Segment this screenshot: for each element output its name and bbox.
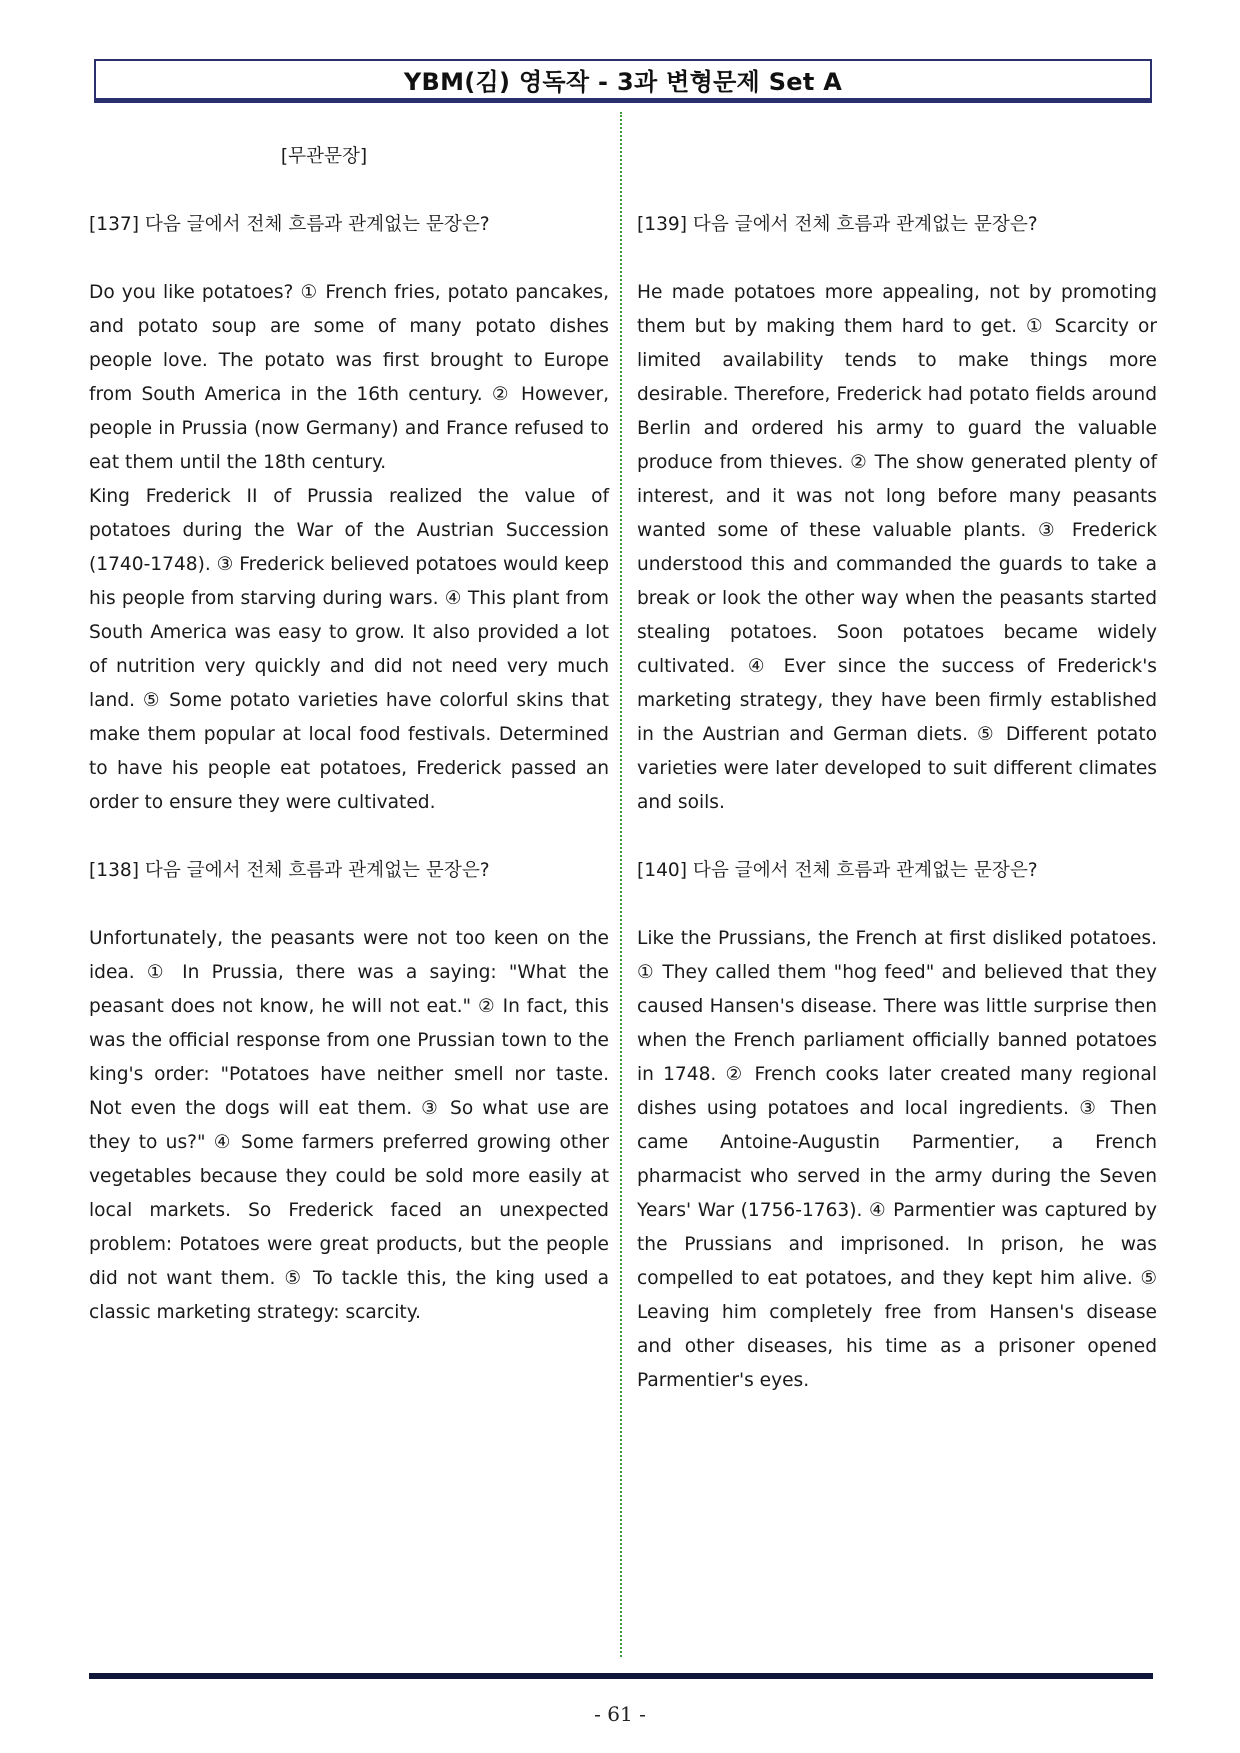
passage-paragraph: Like the Prussians, the French at first disliked potatoes. ① They called them "hog feed" and believed that they caused Hansen's disease. There was little surprise then when the French parliament officially banned potatoes in 1748. ② French cooks later created many regional dishes using potatoes and local ingredients. ③ Then came Antoine-Augustin Parmentier, a French pharmacist who served in the army during the Seven Years' War (1756-1763). ④ Parmentier was captured by the Prussians and imprisoned. In prison, he was compelled to eat potatoes, and they kept him alive. ⑤ Leaving him completely free from Hansen's disease and other diseases, his time as a prisoner opened Parmentier's eyes. bbox=[637, 928, 1157, 1391]
passage-138 bbox=[89, 922, 609, 1330]
passage-139 bbox=[637, 276, 1157, 820]
passage-paragraph: Do you like potatoes? ① French fries, potato pancakes, and potato soup are some of many potato dishes people love. The potato was first brought to Europe from South America in the 16th century. ② However, people in Prussia (now Germany) and France refused to eat them until the 18th century. bbox=[89, 282, 609, 473]
question-prompt-139: [139] 다음 글에서 전체 흐름과 관계없는 문장은? bbox=[637, 214, 1038, 235]
passage-paragraph: He made potatoes more appealing, not by promoting them but by making them hard to get. ① Scarcity or limited availability tends to make things more desirable. Therefore, Frederick had potato fields around Berlin and ordered his army to guard the valuable produce from thieves. ② The show generated plenty of interest, and it was not long before many peasants wanted some of these valuable plants. ③ Frederick understood this and commanded the guards to take a break or look the other way when the peasants started stealing potatoes. Soon potatoes became widely cultivated. ④ Ever since the success of Frederick's marketing strategy, they have been firmly established in the Austrian and German diets. ⑤ Different potato varieties were later developed to suit different climates and soils. bbox=[637, 282, 1157, 813]
spacer bbox=[637, 140, 1157, 174]
spacer bbox=[637, 174, 1157, 208]
left-column bbox=[89, 140, 609, 1364]
passage-137 bbox=[89, 276, 609, 820]
column-divider bbox=[620, 112, 622, 1657]
footer-rule bbox=[89, 1673, 1153, 1679]
page-number: - 61 - bbox=[594, 1702, 646, 1726]
passage-140 bbox=[637, 922, 1157, 1398]
question-prompt-137: [137] 다음 글에서 전체 흐름과 관계없는 문장은? bbox=[89, 214, 490, 235]
question-prompt-140: [140] 다음 글에서 전체 흐름과 관계없는 문장은? bbox=[637, 860, 1038, 881]
passage-paragraph: King Frederick II of Prussia realized the value of potatoes during the War of the Austrian Succession (1740-1748). ③ Frederick believed potatoes would keep his people from starving during wars. ④ This plant from South America was easy to grow. It also provided a lot of nutrition very quickly and did not need very much land. ⑤ Some potato varieties have colorful skins that make them popular at local food festivals. Determined to have his people eat potatoes, Frederick passed an order to ensure they were cultivated. bbox=[89, 486, 609, 813]
page-title-box bbox=[94, 59, 1152, 103]
page-title: YBM(김) 영독작 - 3과 변형문제 Set A bbox=[403, 68, 843, 96]
right-column bbox=[637, 140, 1157, 1432]
passage-paragraph: Unfortunately, the peasants were not too keen on the idea. ① In Prussia, there was a saying: "What the peasant does not know, he will not eat." ② In fact, this was the official response from one Prussian town to the king's order: "Potatoes have neither smell nor taste. Not even the dogs will eat them. ③ So what use are they to us?" ④ Some farmers preferred growing other vegetables because they could be sold more easily at local markets. So Frederick faced an unexpected problem: Potatoes were great products, but the people did not want them. ⑤ To tackle this, the king used a classic marketing strategy: scarcity. bbox=[89, 928, 609, 1323]
section-label: [무관문장] bbox=[280, 146, 368, 167]
question-prompt-138: [138] 다음 글에서 전체 흐름과 관계없는 문장은? bbox=[89, 860, 490, 881]
